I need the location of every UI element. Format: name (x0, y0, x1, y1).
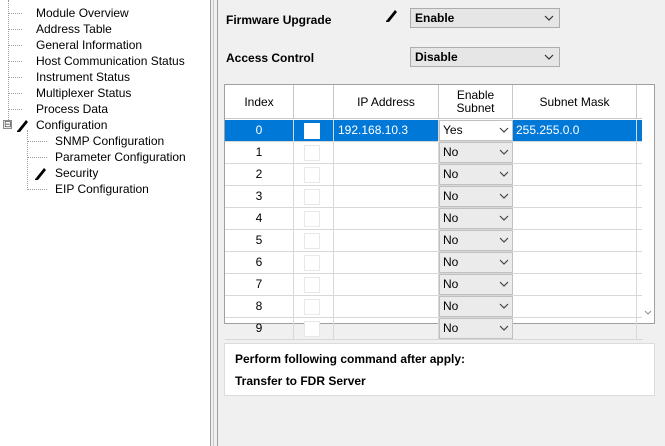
subnet-mask-cell[interactable] (513, 164, 637, 186)
pencil-icon (33, 165, 49, 181)
enable-subnet-select[interactable] (439, 208, 513, 229)
enable-checkbox[interactable] (304, 211, 320, 227)
enabled-cell (294, 252, 334, 274)
enable-subnet-value: No (443, 321, 459, 335)
enable-checkbox[interactable] (304, 233, 320, 249)
tree-item-instrument-status[interactable]: Instrument Status (36, 70, 131, 84)
subnet-mask-cell[interactable] (513, 318, 637, 340)
tree-line (8, 13, 22, 14)
tree-line (27, 130, 28, 190)
enable-subnet-select[interactable] (439, 120, 513, 141)
enable-subnet-select[interactable] (439, 186, 513, 207)
index-cell: 7 (225, 274, 294, 296)
column-header-enable-subnet[interactable]: Enable Subnet (439, 85, 513, 119)
index-cell: 1 (225, 142, 294, 164)
tree-item-eip-configuration[interactable]: EIP Configuration (55, 182, 149, 196)
index-cell: 0 (225, 120, 294, 142)
index-cell: 2 (225, 164, 294, 186)
enable-checkbox[interactable] (304, 145, 320, 161)
firmware-upgrade-label: Firmware Upgrade (226, 13, 332, 27)
enabled-cell (294, 318, 334, 340)
chevron-down-icon (498, 188, 510, 205)
ip-address-cell[interactable] (334, 186, 439, 208)
chevron-down-icon (543, 9, 555, 27)
ip-address-cell[interactable]: 192.168.10.3 (334, 120, 439, 142)
chevron-down-icon (498, 122, 510, 139)
tree-line (8, 93, 22, 94)
enable-subnet-value: No (443, 167, 459, 181)
table-row[interactable] (225, 120, 643, 142)
enable-subnet-value: No (443, 189, 459, 203)
tree-line (27, 189, 47, 190)
tree-item-general-information[interactable]: General Information (36, 38, 143, 52)
command-heading: Perform following command after apply: (235, 352, 466, 366)
index-cell: 3 (225, 186, 294, 208)
subnet-mask-cell[interactable] (513, 142, 637, 164)
enable-checkbox[interactable] (304, 255, 320, 271)
tree-item-configuration[interactable]: Configuration (36, 118, 108, 132)
enabled-cell (294, 120, 334, 142)
tree-line (8, 29, 22, 30)
index-cell: 6 (225, 252, 294, 274)
enable-subnet-select[interactable] (439, 142, 513, 163)
table-row[interactable] (225, 142, 643, 164)
enable-subnet-cell (439, 274, 513, 296)
subnet-mask-cell[interactable] (513, 296, 637, 318)
enabled-cell (294, 296, 334, 318)
enable-checkbox[interactable] (304, 277, 320, 293)
enable-checkbox[interactable] (304, 167, 320, 183)
ip-address-cell[interactable] (334, 142, 439, 164)
subnet-mask-cell[interactable] (513, 208, 637, 230)
enable-checkbox[interactable] (304, 299, 320, 315)
table-row[interactable] (225, 318, 643, 340)
chevron-down-icon (498, 144, 510, 161)
ip-address-cell[interactable] (334, 208, 439, 230)
column-header-index[interactable]: Index (225, 85, 294, 119)
enable-subnet-cell (439, 120, 513, 142)
tree-item-process-data[interactable]: Process Data (36, 102, 109, 116)
enabled-cell (294, 208, 334, 230)
ip-access-table (224, 84, 655, 335)
firmware-upgrade-value: Enable (415, 11, 455, 25)
chevron-down-icon (498, 320, 510, 337)
ip-address-cell[interactable] (334, 230, 439, 252)
pencil-icon (15, 117, 31, 133)
table-row[interactable] (225, 296, 643, 318)
subnet-mask-cell[interactable] (513, 274, 637, 296)
chevron-down-icon (498, 254, 510, 271)
tree-item-module-overview[interactable]: Module Overview (36, 6, 129, 20)
enable-subnet-select[interactable] (439, 296, 513, 317)
enable-subnet-value: No (443, 233, 459, 247)
chevron-down-icon (543, 48, 555, 66)
table-row[interactable] (225, 252, 643, 274)
ip-address-cell[interactable] (334, 252, 439, 274)
ip-address-cell[interactable] (334, 318, 439, 340)
post-apply-command-panel (224, 343, 655, 396)
enable-subnet-select[interactable] (439, 274, 513, 295)
ip-address-cell[interactable] (334, 164, 439, 186)
pencil-icon (384, 7, 400, 23)
subnet-mask-cell[interactable] (513, 230, 637, 252)
enable-subnet-value: No (443, 255, 459, 269)
chevron-down-icon (498, 276, 510, 293)
enable-checkbox[interactable] (304, 123, 320, 139)
tree-item-snmp-configuration[interactable]: SNMP Configuration (55, 134, 165, 148)
tree-line (8, 61, 22, 62)
pane-splitter[interactable] (210, 0, 218, 446)
column-header-ip-address[interactable]: IP Address (334, 85, 439, 119)
tree-item-host-communication-status[interactable]: Host Communication Status (36, 54, 185, 68)
navigation-tree (0, 0, 210, 446)
tree-line (8, 77, 22, 78)
collapse-icon[interactable]: ⊟ (4, 119, 12, 129)
table-row[interactable] (225, 274, 643, 296)
enable-subnet-value: No (443, 211, 459, 225)
enable-checkbox[interactable] (304, 189, 320, 205)
enabled-cell (294, 230, 334, 252)
table-row[interactable] (225, 208, 643, 230)
index-cell: 5 (225, 230, 294, 252)
tree-item-address-table[interactable]: Address Table (36, 22, 112, 36)
tree-item-security[interactable]: Security (55, 166, 99, 180)
enable-subnet-select[interactable] (439, 318, 513, 339)
enable-subnet-cell (439, 186, 513, 208)
access-control-value: Disable (415, 50, 458, 64)
column-header-enabled[interactable] (294, 85, 334, 119)
ip-address-cell[interactable] (334, 274, 439, 296)
access-control-select[interactable] (410, 47, 560, 67)
subnet-mask-cell[interactable] (513, 186, 637, 208)
access-control-label: Access Control (226, 51, 315, 65)
tree-line (27, 141, 47, 142)
chevron-down-icon (498, 232, 510, 249)
chevron-down-icon (498, 298, 510, 315)
tree-line (8, 45, 22, 46)
enable-subnet-value: No (443, 145, 459, 159)
enabled-cell (294, 186, 334, 208)
enable-subnet-cell (439, 208, 513, 230)
vertical-scrollbar[interactable] (642, 85, 654, 323)
enable-subnet-value: Yes (443, 123, 463, 137)
tree-item-multiplexer-status[interactable]: Multiplexer Status (36, 86, 132, 100)
enable-subnet-cell (439, 142, 513, 164)
enable-subnet-cell (439, 296, 513, 318)
tree-item-parameter-configuration[interactable]: Parameter Configuration (55, 150, 186, 164)
chevron-down-icon (498, 210, 510, 227)
tree-line (27, 157, 47, 158)
table-row[interactable] (225, 230, 643, 252)
subnet-mask-cell[interactable]: 255.255.0.0 (513, 120, 637, 142)
enabled-cell (294, 142, 334, 164)
table-header (225, 85, 643, 119)
enable-subnet-select[interactable] (439, 252, 513, 273)
enable-subnet-value: No (443, 299, 459, 313)
index-cell: 9 (225, 318, 294, 340)
enable-subnet-select[interactable] (439, 230, 513, 251)
enable-subnet-select[interactable] (439, 164, 513, 185)
index-cell: 4 (225, 208, 294, 230)
scroll-down-icon[interactable] (643, 308, 653, 318)
enable-subnet-cell (439, 252, 513, 274)
ip-address-cell[interactable] (334, 296, 439, 318)
enable-subnet-cell (439, 318, 513, 340)
firmware-upgrade-select[interactable] (410, 8, 560, 28)
tree-line (8, 109, 22, 110)
subnet-mask-cell[interactable] (513, 252, 637, 274)
enable-subnet-cell (439, 164, 513, 186)
enabled-cell (294, 274, 334, 296)
tree-line (8, 0, 9, 126)
table-row[interactable] (225, 186, 643, 208)
table-row[interactable] (225, 164, 643, 186)
column-header-subnet-mask[interactable]: Subnet Mask (513, 85, 637, 119)
enable-checkbox[interactable] (304, 321, 320, 337)
enable-subnet-cell (439, 230, 513, 252)
enable-subnet-value: No (443, 277, 459, 291)
enabled-cell (294, 164, 334, 186)
command-transfer-fdr[interactable]: Transfer to FDR Server (235, 374, 366, 388)
security-panel (218, 0, 665, 446)
chevron-down-icon (498, 166, 510, 183)
index-cell: 8 (225, 296, 294, 318)
